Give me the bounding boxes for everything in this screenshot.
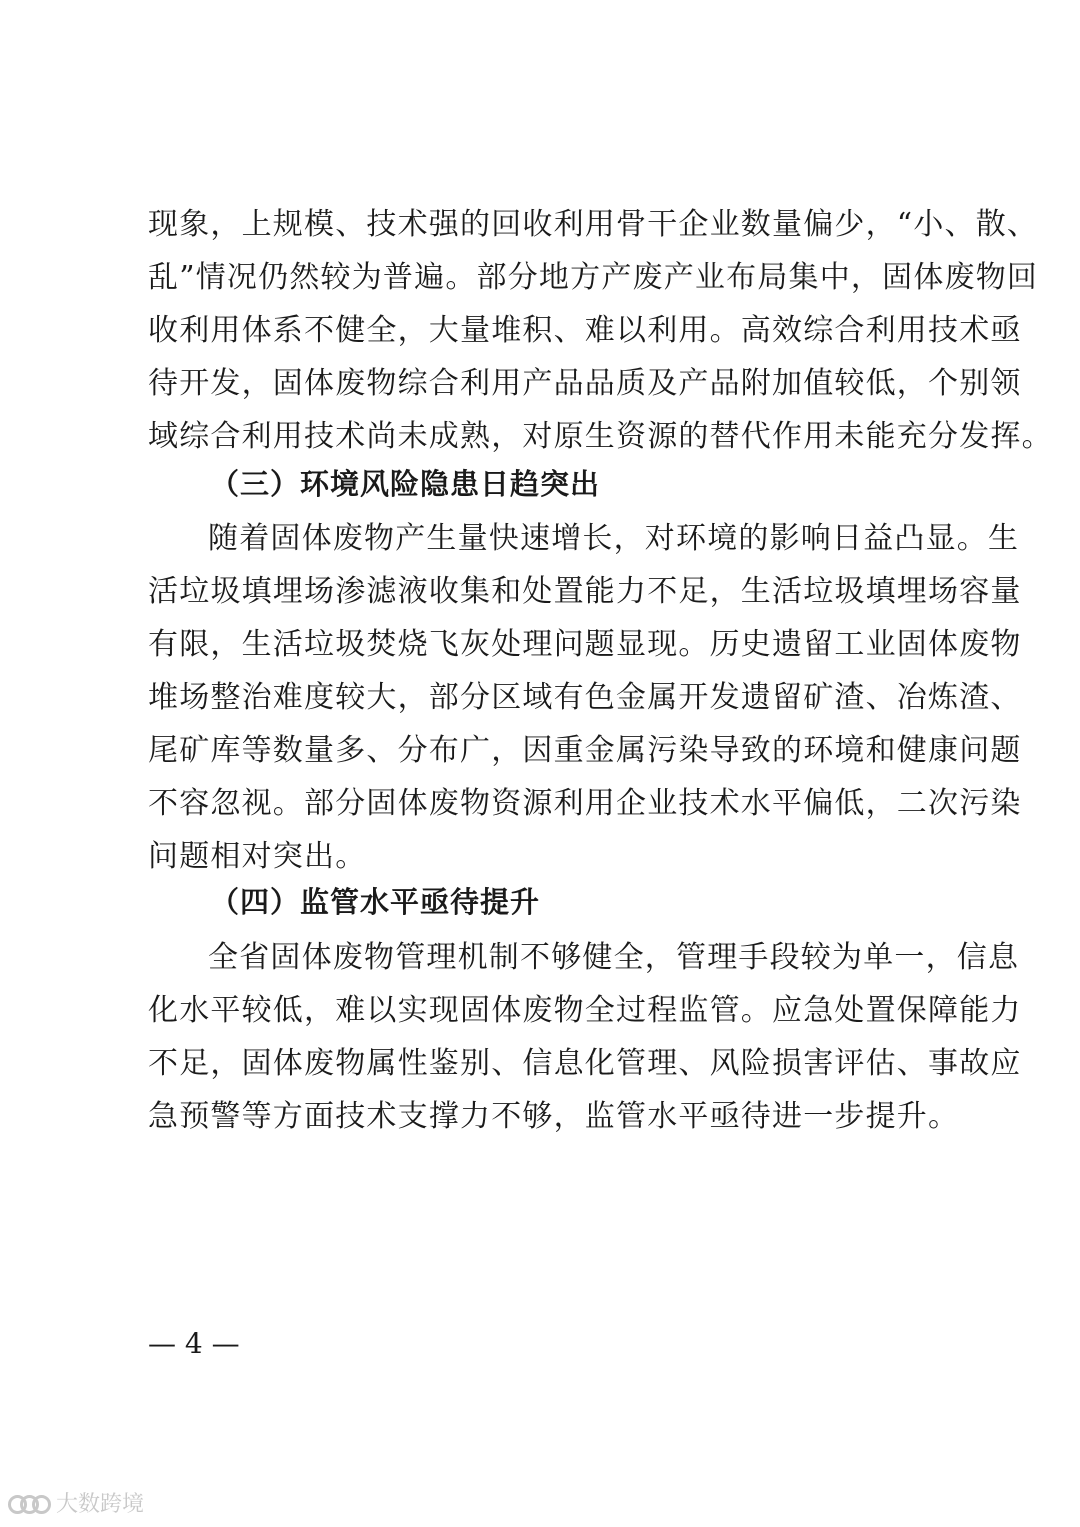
paragraph-2-line-5: 尾矿库等数量多、分布广，因重金属污染导致的环境和健康问题 (148, 733, 1022, 768)
paragraph-3-line-2: 化水平较低，难以实现固体废物全过程监管。应急处置保障能力 (148, 993, 1022, 1028)
paragraph-1-line-5: 域综合利用技术尚未成熟，对原生资源的替代作用未能充分发挥。 (148, 419, 1053, 454)
watermark-text: 大数跨境 (56, 1492, 145, 1517)
section-heading-4: （四）监管水平亟待提升 (210, 885, 541, 919)
brand-logo-icon (8, 1490, 52, 1516)
paragraph-3-line-4: 急预警等方面技术支撑力不够，监管水平亟待进一步提升。 (148, 1099, 960, 1134)
paragraph-1-line-4: 待开发，固体废物综合利用产品品质及产品附加值较低，个别领 (148, 366, 1022, 401)
paragraph-2-line-1: 随着固体废物产生量快速增长，对环境的影响日益凸显。生 (208, 521, 1020, 556)
paragraph-2-line-2: 活垃圾填埋场渗滤液收集和处置能力不足，生活垃圾填埋场容量 (148, 574, 1022, 609)
paragraph-2-line-6: 不容忽视。部分固体废物资源利用企业技术水平偏低，二次污染 (148, 786, 1022, 821)
paragraph-3-line-1: 全省固体废物管理机制不够健全，管理手段较为单一，信息 (208, 940, 1020, 975)
paragraph-2-line-4: 堆场整治难度较大，部分区域有色金属开发遗留矿渣、冶炼渣、 (148, 680, 1022, 715)
page-number: — 4 — (148, 1327, 240, 1360)
paragraph-1-line-2: 乱”情况仍然较为普遍。部分地方产废产业布局集中，固体废物回 (148, 260, 1039, 295)
paragraph-2-line-3: 有限，生活垃圾焚烧飞灰处理问题显现。历史遗留工业固体废物 (148, 627, 1022, 662)
paragraph-1-line-1: 现象，上规模、技术强的回收利用骨干企业数量偏少，“小、散、 (148, 207, 1039, 242)
paragraph-2-line-7: 问题相对突出。 (148, 839, 367, 874)
paragraph-3-line-3: 不足，固体废物属性鉴别、信息化管理、风险损害评估、事故应 (148, 1046, 1022, 1081)
paragraph-1-line-3: 收利用体系不健全，大量堆积、难以利用。高效综合利用技术亟 (148, 313, 1022, 348)
section-heading-3: （三）环境风险隐患日趋突出 (210, 467, 601, 501)
watermark (8, 1487, 144, 1518)
